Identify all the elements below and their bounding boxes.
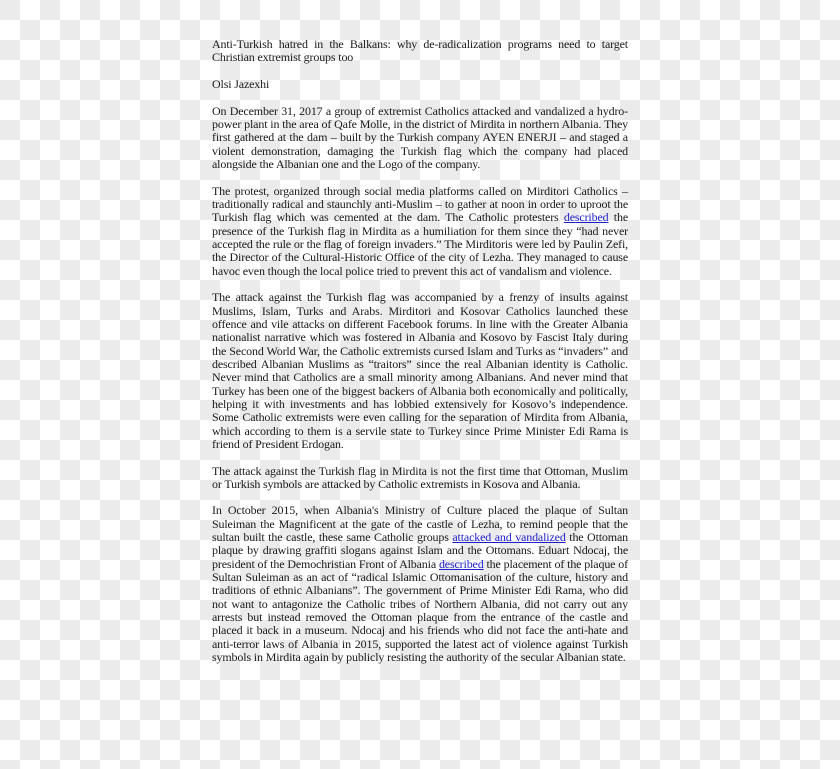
paragraph-text: In October 2015, when Albania's Ministry of Culture placed the plaque of Sultan Suleiman the Magnificent at the gate of the castle of Lezha, to remind people that the sultan built the castle, these same Catholic groups bbox=[212, 503, 628, 545]
paragraph-text: The attack against the Turkish flag was accompanied by a frenzy of insults against Muslims, Islam, Turks and Arabs. Mirditori and Kosovar Catholics launched these offence and vile attacks on different Facebook forums. In line with the Greater Albania nationalist narrative which was fostered in Albania and Kosovo by Fascist Italy during the Second World War, the Catholic extremists cursed Islam and Turks as “invaders” and described Albanian Muslims as “traitors” since the real Albanian identity is Catholic. Never mind that Catholics are a small minority among Albanians. And never mind that Turkey has been one of the biggest backers of Albania both economically and politically, helping it with investments and has lobbied extensively for Kosovo’s independence. Some Catholic extremists were even calling for the separation of Mirdita from Albania, which according to them is a servile state to Turkey since Prime Minister Edi Rama is friend of President Erdogan. bbox=[212, 290, 628, 451]
paragraph-text: The protest, organized through social media platforms called on Mirditori Catholics – traditionally radical and staunchly anti-Muslim – to gather at noon in order to uproot the Turkish flag which was cemented at the dam. The Catholic protesters bbox=[212, 183, 628, 225]
described-link[interactable]: described bbox=[563, 210, 609, 225]
document-page bbox=[212, 38, 628, 664]
paragraph-text: On December 31, 2017 a group of extremist Catholics attacked and vandalized a hydro-power plant in the area of Qafe Molle, in the district of Mirdita in northern Albania. They first gathered at the dam – built by the Turkish company AYEN ENERJI – and staged a violent demonstration, damaging the Turkish flag which the company had placed alongside the Albanian one and the Logo of the company. bbox=[212, 103, 628, 171]
paragraph-1 bbox=[212, 105, 628, 172]
paragraph-3 bbox=[212, 291, 628, 451]
paragraph-4 bbox=[212, 465, 628, 492]
paragraph-text: the placement of the plaque of Sultan Suleiman as an act of “radical Islamic Ottomanisation of the culture, history and traditions of ethnic Albanians”. The government of Prime Minister Edi Rama, who did not want to antagonize the Catholic tribes of Northern Albania, did not carry out any arrests but instead removed the Ottoman plaque from the entrance of the castle and placed it back in a museum. Ndocaj and his friends who did not face the anti-hate and anti-terror laws of Albania in 2015, supported the latest act of violence against Turkish symbols in Mirdita again by publicly resisting the authority of the secular Albanian state. bbox=[212, 556, 628, 665]
paragraph-2 bbox=[212, 185, 628, 278]
attacked-and-vandalized-link[interactable]: attacked and vandalized bbox=[452, 530, 566, 545]
described-link-2[interactable]: described bbox=[438, 556, 484, 571]
document-title: Anti-Turkish hatred in the Balkans: why de-radicalization programs need to target Christian extremist groups too bbox=[212, 37, 628, 65]
paragraph-text: the Ottoman plaque by drawing graffiti slogans against Islam and the Ottomans. Eduart Ndocaj, the president of the Demochristian Front of Albania bbox=[212, 530, 628, 571]
paragraph-text: The attack against the Turkish flag in Mirdita is not the first time that Ottoman, Muslim or Turkish symbols are attacked by Catholic extremists in Kosova and Albania. bbox=[212, 463, 628, 491]
paragraph-5 bbox=[212, 504, 628, 664]
paragraph-text: the presence of the Turkish flag in Mirdita as a humiliation for them since they “had never accepted the rule or the flag of foreign invaders.” The Mirditoris were led by Paulin Zefi, the Director of the Cultural-Historic Office of the city of Lezha. They managed to cause havoc even though the local police tried to prevent this act of vandalism and violence. bbox=[212, 210, 628, 278]
document-author: Olsi Jazexhi bbox=[212, 76, 270, 91]
